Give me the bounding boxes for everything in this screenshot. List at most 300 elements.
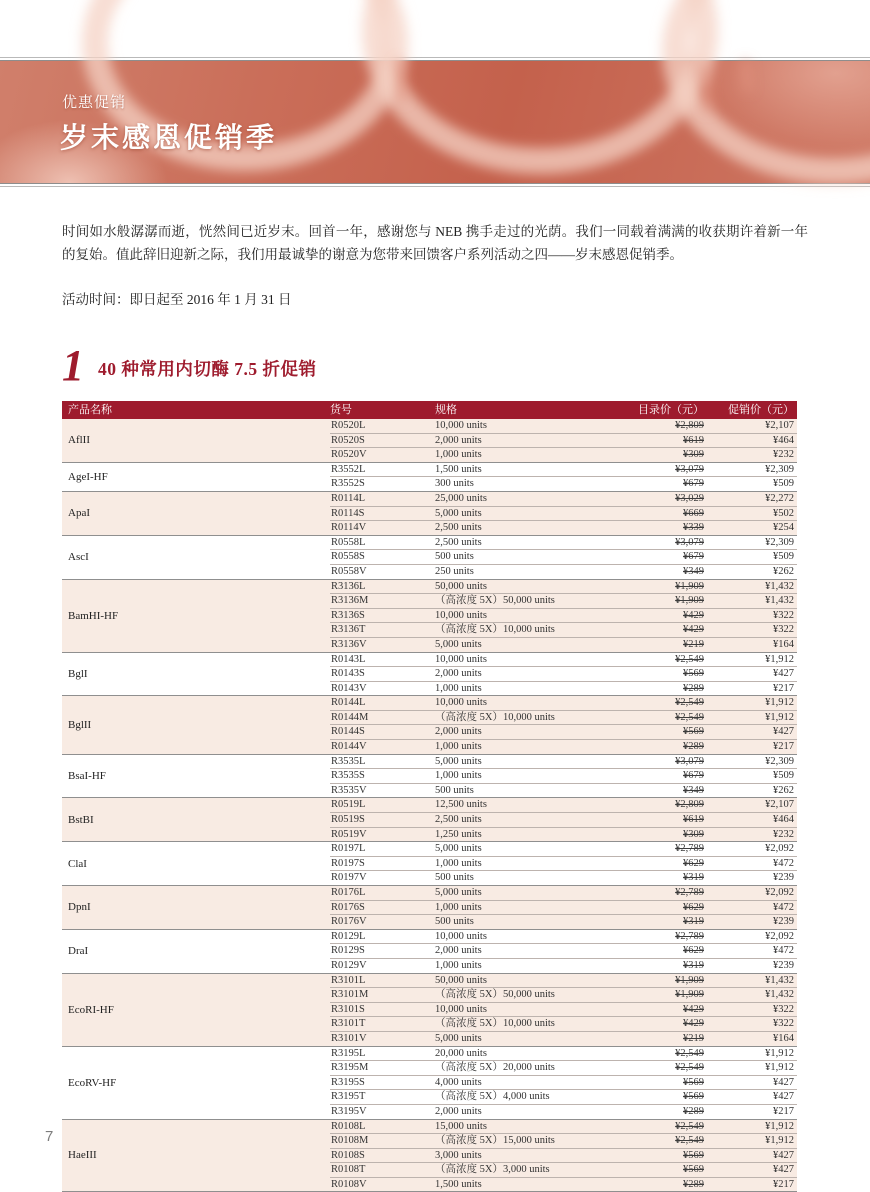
table-row	[330, 930, 797, 945]
list-price: ¥319	[615, 871, 707, 885]
promo-price: ¥217	[707, 740, 797, 754]
table-group	[62, 653, 797, 697]
promo-price: ¥322	[707, 623, 797, 637]
catalog-number: R3195S	[330, 1076, 435, 1090]
product-spec: 4,000 units	[435, 1076, 615, 1090]
product-spec: 500 units	[435, 784, 615, 798]
catalog-number: R0108M	[330, 1134, 435, 1148]
product-name: BstBI	[62, 798, 330, 841]
catalog-number: R3101S	[330, 1003, 435, 1017]
product-rows	[330, 755, 797, 798]
table-row	[330, 813, 797, 828]
table-row	[330, 507, 797, 522]
section-title: 40 种常用内切酶 7.5 折促销	[98, 356, 317, 384]
list-price: ¥679	[615, 477, 707, 491]
product-name: AflII	[62, 419, 330, 462]
list-price: ¥2,809	[615, 798, 707, 812]
table-row	[330, 828, 797, 842]
promo-price: ¥2,092	[707, 930, 797, 944]
list-price: ¥3,079	[615, 463, 707, 477]
product-spec: 1,000 units	[435, 959, 615, 973]
list-price: ¥679	[615, 769, 707, 783]
list-price: ¥219	[615, 1032, 707, 1046]
table-row	[330, 1061, 797, 1076]
list-price: ¥429	[615, 1003, 707, 1017]
page-title: 岁末感恩促销季	[60, 116, 277, 156]
table-row	[330, 1178, 797, 1192]
catalog-number: R0520L	[330, 419, 435, 433]
table-row	[330, 565, 797, 579]
product-spec: 3,000 units	[435, 1149, 615, 1163]
table-header	[62, 401, 797, 419]
promo-price: ¥1,432	[707, 594, 797, 608]
catalog-number: R0144M	[330, 711, 435, 725]
product-spec: 500 units	[435, 550, 615, 564]
list-price: ¥289	[615, 1105, 707, 1119]
table-row	[330, 448, 797, 462]
catalog-number: R0176L	[330, 886, 435, 900]
catalog-number: R3535S	[330, 769, 435, 783]
table-row	[330, 667, 797, 682]
promo-price: ¥217	[707, 682, 797, 696]
catalog-number: R0197L	[330, 842, 435, 856]
enzyme-price-table	[62, 401, 797, 1192]
product-spec: 2,000 units	[435, 944, 615, 958]
promo-price: ¥254	[707, 521, 797, 535]
list-price: ¥319	[615, 959, 707, 973]
promo-price: ¥2,107	[707, 419, 797, 433]
table-row	[330, 988, 797, 1003]
list-price: ¥2,549	[615, 1047, 707, 1061]
table-row	[330, 521, 797, 535]
promo-price: ¥232	[707, 828, 797, 842]
product-spec: 50,000 units	[435, 580, 615, 594]
table-row	[330, 696, 797, 711]
catalog-number: R3552S	[330, 477, 435, 491]
product-spec: 5,000 units	[435, 886, 615, 900]
product-spec: 5,000 units	[435, 638, 615, 652]
product-spec: （高浓度 5X）10,000 units	[435, 623, 615, 637]
product-name: BglII	[62, 696, 330, 753]
product-spec: （高浓度 5X）4,000 units	[435, 1090, 615, 1104]
banner-tag: 优惠促销	[62, 91, 126, 112]
catalog-number: R0519L	[330, 798, 435, 812]
product-name: ApaI	[62, 492, 330, 535]
page-number: 7	[45, 1128, 53, 1145]
promo-price: ¥232	[707, 448, 797, 462]
product-spec: 1,000 units	[435, 857, 615, 871]
product-spec: 1,500 units	[435, 463, 615, 477]
catalog-number: R3195T	[330, 1090, 435, 1104]
promo-price: ¥2,107	[707, 798, 797, 812]
product-spec: 50,000 units	[435, 974, 615, 988]
list-price: ¥1,909	[615, 594, 707, 608]
catalog-number: R0143L	[330, 653, 435, 667]
promo-price: ¥1,432	[707, 580, 797, 594]
catalog-number: R3101M	[330, 988, 435, 1002]
list-price: ¥2,789	[615, 842, 707, 856]
table-group	[62, 463, 797, 492]
list-price: ¥2,549	[615, 1120, 707, 1134]
promo-price: ¥2,092	[707, 842, 797, 856]
promo-schedule: 活动时间：即日起至 2016 年 1 月 31 日	[62, 288, 808, 308]
catalog-number: R0197S	[330, 857, 435, 871]
table-row	[330, 1149, 797, 1164]
product-spec: 300 units	[435, 477, 615, 491]
table-group	[62, 842, 797, 886]
product-rows	[330, 463, 797, 491]
product-rows	[330, 580, 797, 652]
product-spec: 10,000 units	[435, 653, 615, 667]
promo-price: ¥239	[707, 871, 797, 885]
catalog-number: R0520V	[330, 448, 435, 462]
product-rows	[330, 419, 797, 462]
product-spec: 2,000 units	[435, 725, 615, 739]
product-name: EcoRI-HF	[62, 974, 330, 1046]
catalog-number: R0144L	[330, 696, 435, 710]
list-price: ¥569	[615, 1090, 707, 1104]
intro-paragraph: 时间如水般潺潺而逝，恍然间已近岁末。回首一年，感谢您与 NEB 携手走过的光荫。我们一同载着满满的收获期许着新一年的复始。值此辞旧迎新之际，我们用最诚挚的谢意为您带来回馈客户系列活动之四——岁末感恩促销季。	[62, 220, 808, 266]
product-rows	[330, 696, 797, 753]
table-row	[330, 1134, 797, 1149]
catalog-number: R3195M	[330, 1061, 435, 1075]
list-price: ¥569	[615, 725, 707, 739]
table-group	[62, 492, 797, 536]
promo-price: ¥1,432	[707, 974, 797, 988]
catalog-number: R0114V	[330, 521, 435, 535]
table-row	[330, 1105, 797, 1119]
enzyme-table-body	[62, 419, 797, 1192]
catalog-number: R0143V	[330, 682, 435, 696]
list-price: ¥2,549	[615, 711, 707, 725]
catalog-number: R0129V	[330, 959, 435, 973]
catalog-number: R0144V	[330, 740, 435, 754]
table-row	[330, 1120, 797, 1135]
list-price: ¥569	[615, 667, 707, 681]
promo-price: ¥1,912	[707, 1061, 797, 1075]
table-group	[62, 419, 797, 463]
promo-price: ¥1,912	[707, 653, 797, 667]
table-row	[330, 434, 797, 449]
product-spec: 250 units	[435, 565, 615, 579]
catalog-number: R0108T	[330, 1163, 435, 1177]
product-spec: （高浓度 5X）50,000 units	[435, 594, 615, 608]
table-group	[62, 930, 797, 974]
promo-price: ¥502	[707, 507, 797, 521]
catalog-number: R0108V	[330, 1178, 435, 1192]
table-row	[330, 550, 797, 565]
table-group	[62, 798, 797, 842]
product-rows	[330, 536, 797, 579]
table-row	[330, 755, 797, 770]
table-row	[330, 725, 797, 740]
product-spec: 500 units	[435, 915, 615, 929]
section-heading	[62, 348, 808, 384]
catalog-number: R0197V	[330, 871, 435, 885]
promo-price: ¥239	[707, 915, 797, 929]
table-row	[330, 974, 797, 989]
table-row	[330, 609, 797, 624]
col-catalog: 货号	[330, 401, 435, 419]
promo-price: ¥2,309	[707, 755, 797, 769]
list-price: ¥619	[615, 434, 707, 448]
product-spec: 1,000 units	[435, 682, 615, 696]
promo-price: ¥509	[707, 477, 797, 491]
product-spec: 10,000 units	[435, 696, 615, 710]
promo-price: ¥217	[707, 1178, 797, 1192]
product-spec: 12,500 units	[435, 798, 615, 812]
product-rows	[330, 842, 797, 885]
catalog-number: R3101V	[330, 1032, 435, 1046]
product-spec: （高浓度 5X）10,000 units	[435, 711, 615, 725]
list-price: ¥289	[615, 682, 707, 696]
promo-price: ¥1,912	[707, 696, 797, 710]
promo-price: ¥427	[707, 1163, 797, 1177]
table-row	[330, 886, 797, 901]
list-price: ¥429	[615, 623, 707, 637]
product-spec: 20,000 units	[435, 1047, 615, 1061]
catalog-number: R3136V	[330, 638, 435, 652]
product-spec: 15,000 units	[435, 1120, 615, 1134]
product-spec: （高浓度 5X）10,000 units	[435, 1017, 615, 1031]
product-spec: 1,000 units	[435, 740, 615, 754]
promo-price: ¥427	[707, 1090, 797, 1104]
promo-price: ¥1,912	[707, 1134, 797, 1148]
product-spec: 25,000 units	[435, 492, 615, 506]
table-group	[62, 1120, 797, 1192]
table-group	[62, 1047, 797, 1120]
banner	[0, 60, 870, 184]
product-spec: 1,250 units	[435, 828, 615, 842]
promo-price: ¥164	[707, 1032, 797, 1046]
table-row	[330, 871, 797, 885]
catalog-number: R0519S	[330, 813, 435, 827]
product-spec: 2,000 units	[435, 667, 615, 681]
product-name: HaeIII	[62, 1120, 330, 1192]
promo-price: ¥1,912	[707, 1047, 797, 1061]
list-price: ¥619	[615, 813, 707, 827]
list-price: ¥569	[615, 1163, 707, 1177]
catalog-number: R0129L	[330, 930, 435, 944]
promo-price: ¥472	[707, 901, 797, 915]
list-price: ¥629	[615, 944, 707, 958]
product-spec: 5,000 units	[435, 1032, 615, 1046]
promo-price: ¥1,912	[707, 711, 797, 725]
catalog-number: R3552L	[330, 463, 435, 477]
table-row	[330, 798, 797, 813]
table-row	[330, 492, 797, 507]
list-price: ¥349	[615, 565, 707, 579]
promo-price: ¥472	[707, 944, 797, 958]
promo-price: ¥262	[707, 565, 797, 579]
catalog-number: R0558V	[330, 565, 435, 579]
list-price: ¥669	[615, 507, 707, 521]
col-product-name: 产品名称	[62, 401, 330, 419]
catalog-number: R3195L	[330, 1047, 435, 1061]
product-spec: 1,000 units	[435, 901, 615, 915]
list-price: ¥3,079	[615, 536, 707, 550]
list-price: ¥2,549	[615, 696, 707, 710]
product-name: BamHI-HF	[62, 580, 330, 652]
table-group	[62, 696, 797, 754]
catalog-number: R3535L	[330, 755, 435, 769]
table-group	[62, 886, 797, 930]
list-price: ¥2,549	[615, 1134, 707, 1148]
product-rows	[330, 653, 797, 696]
list-price: ¥2,549	[615, 653, 707, 667]
product-spec: 10,000 units	[435, 930, 615, 944]
list-price: ¥569	[615, 1076, 707, 1090]
catalog-number: R0558S	[330, 550, 435, 564]
col-spec: 规格	[435, 401, 615, 419]
product-spec: 2,500 units	[435, 521, 615, 535]
catalog-number: R0144S	[330, 725, 435, 739]
list-price: ¥429	[615, 609, 707, 623]
list-price: ¥2,789	[615, 930, 707, 944]
catalog-number: R0558L	[330, 536, 435, 550]
product-spec: （高浓度 5X）15,000 units	[435, 1134, 615, 1148]
catalog-number: R0520S	[330, 434, 435, 448]
promo-price: ¥427	[707, 1076, 797, 1090]
table-group	[62, 974, 797, 1047]
table-group	[62, 536, 797, 580]
product-spec: 1,000 units	[435, 769, 615, 783]
product-spec: 1,000 units	[435, 448, 615, 462]
product-name: BsaI-HF	[62, 755, 330, 798]
promo-price: ¥2,309	[707, 536, 797, 550]
table-row	[330, 1003, 797, 1018]
list-price: ¥309	[615, 828, 707, 842]
table-group	[62, 580, 797, 653]
product-spec: 10,000 units	[435, 1003, 615, 1017]
promo-price: ¥217	[707, 1105, 797, 1119]
promo-price: ¥427	[707, 725, 797, 739]
product-spec: 2,500 units	[435, 813, 615, 827]
catalog-number: R3195V	[330, 1105, 435, 1119]
product-rows	[330, 798, 797, 841]
catalog-number: R3136S	[330, 609, 435, 623]
product-spec: 2,500 units	[435, 536, 615, 550]
product-rows	[330, 886, 797, 929]
catalog-number: R0129S	[330, 944, 435, 958]
promo-price: ¥509	[707, 769, 797, 783]
table-row	[330, 901, 797, 916]
product-name: AscI	[62, 536, 330, 579]
table-row	[330, 1047, 797, 1062]
catalog-number: R3136T	[330, 623, 435, 637]
table-row	[330, 463, 797, 478]
promo-price: ¥464	[707, 813, 797, 827]
product-rows	[330, 974, 797, 1046]
list-price: ¥679	[615, 550, 707, 564]
table-row	[330, 638, 797, 652]
table-row	[330, 653, 797, 668]
table-row	[330, 1090, 797, 1105]
list-price: ¥219	[615, 638, 707, 652]
list-price: ¥629	[615, 857, 707, 871]
list-price: ¥2,809	[615, 419, 707, 433]
table-row	[330, 1017, 797, 1032]
product-name: BglI	[62, 653, 330, 696]
table-row	[330, 682, 797, 696]
catalog-number: R0519V	[330, 828, 435, 842]
catalog-number: R0143S	[330, 667, 435, 681]
catalog-number: R3101T	[330, 1017, 435, 1031]
table-row	[330, 915, 797, 929]
promo-price: ¥322	[707, 1003, 797, 1017]
promo-price: ¥472	[707, 857, 797, 871]
table-row	[330, 1163, 797, 1178]
list-price: ¥349	[615, 784, 707, 798]
promo-price: ¥2,272	[707, 492, 797, 506]
promo-price: ¥262	[707, 784, 797, 798]
promo-price: ¥2,309	[707, 463, 797, 477]
product-spec: 1,500 units	[435, 1178, 615, 1192]
product-name: ClaI	[62, 842, 330, 885]
list-price: ¥1,909	[615, 988, 707, 1002]
product-spec: 10,000 units	[435, 419, 615, 433]
catalog-number: R0114L	[330, 492, 435, 506]
col-promo-price: 促销价（元）	[707, 401, 797, 419]
list-price: ¥3,029	[615, 492, 707, 506]
product-spec: 5,000 units	[435, 755, 615, 769]
product-spec: 10,000 units	[435, 609, 615, 623]
banner-frame	[0, 57, 870, 187]
list-price: ¥569	[615, 1149, 707, 1163]
promo-price: ¥427	[707, 667, 797, 681]
promo-price: ¥164	[707, 638, 797, 652]
catalog-number: R3136L	[330, 580, 435, 594]
list-price: ¥339	[615, 521, 707, 535]
col-list-price: 目录价（元）	[615, 401, 707, 419]
list-price: ¥289	[615, 1178, 707, 1192]
table-row	[330, 959, 797, 973]
promo-price: ¥322	[707, 609, 797, 623]
catalog-number: R0114S	[330, 507, 435, 521]
product-spec: 5,000 units	[435, 842, 615, 856]
catalog-number: R0108L	[330, 1120, 435, 1134]
list-price: ¥289	[615, 740, 707, 754]
catalog-number: R0176S	[330, 901, 435, 915]
product-name: AgeI-HF	[62, 463, 330, 491]
table-row	[330, 842, 797, 857]
catalog-number: R3535V	[330, 784, 435, 798]
product-rows	[330, 1120, 797, 1192]
promo-price: ¥322	[707, 1017, 797, 1031]
table-row	[330, 857, 797, 872]
product-name: EcoRV-HF	[62, 1047, 330, 1119]
table-row	[330, 623, 797, 638]
table-row	[330, 740, 797, 754]
list-price: ¥2,789	[615, 886, 707, 900]
product-spec: （高浓度 5X）50,000 units	[435, 988, 615, 1002]
promo-price: ¥1,912	[707, 1120, 797, 1134]
table-row	[330, 1032, 797, 1046]
product-spec: 2,000 units	[435, 1105, 615, 1119]
list-price: ¥2,549	[615, 1061, 707, 1075]
promo-price: ¥464	[707, 434, 797, 448]
product-spec: 2,000 units	[435, 434, 615, 448]
list-price: ¥1,909	[615, 974, 707, 988]
table-row	[330, 784, 797, 798]
table-row	[330, 944, 797, 959]
product-spec: （高浓度 5X）3,000 units	[435, 1163, 615, 1177]
product-name: DraI	[62, 930, 330, 973]
product-rows	[330, 1047, 797, 1119]
section-number: 1	[62, 348, 84, 384]
table-row	[330, 1076, 797, 1091]
table-row	[330, 711, 797, 726]
